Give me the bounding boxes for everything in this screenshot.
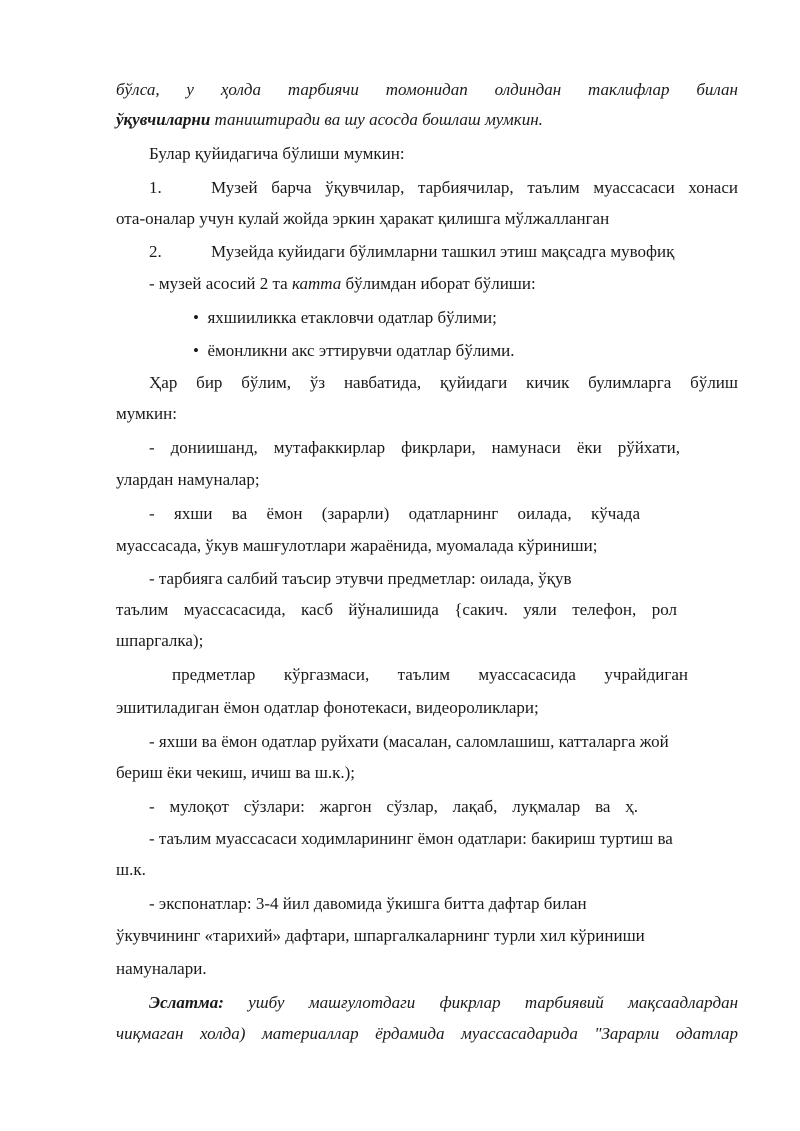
paragraph-line: бўлса, у ҳолда тарбиячи томонидап олдиндан таклифлар билан [116,80,738,99]
italic-word: катта [291,274,342,293]
paragraph-line: Ҳар бир бўлим, ўз навбатида, қуйидаги кичик булимларга бўлиш [149,373,738,392]
dash-item-line: муассасада, ўкув машғулотлари жараёнида, муомалада кўриниши; [116,536,598,555]
paragraph-line: мумкин: [116,404,177,423]
dash-item-line: - тарбияга салбий таъсир этувчи предметлар: оилада, ўқув [149,569,572,588]
dash-item-line: шпаргалка); [116,631,204,650]
bold-word: ўқувчиларни [116,110,211,129]
list-item-line: ота-оналар учун кулай жойда эркин ҳаракат қилишга мўлжалланган [116,209,610,228]
dash-item-line: - яхши ва ёмон (зарарли) одатларнинг оилада, кўчада [149,504,640,523]
list-item-line: Музейда куйидаги бўлимларни ташкил этиш мақсадга мувофиқ [211,242,675,261]
dash-item-line: - таълим муассасаси ходимларининг ёмон одатлари: бакириш туртиш ва [149,829,673,848]
sub-line: - музей асосий 2 та катта бўлимдан иборат бўлиши: [149,274,536,293]
dash-item-line: эшитиладиган ёмон одатлар фонотекаси, видеороликлари; [116,698,539,717]
dash-item-line: - экспонатлар: 3-4 йил давомида ўкишга битта дафтар билан [149,894,587,913]
dash-item-line: предметлар кўргазмаси, таълим муассасасида учрайдиган [172,665,688,684]
dash-item-line: - яхши ва ёмон одатлар руйхати (масалан, саломлашиш, катталарга жой [149,732,669,751]
note-line: Эслатма: ушбу машғулотдаги фикрлар тарбиявий мақсаадлардан [149,993,738,1012]
bullet-icon: • [193,341,208,360]
bullet-item: • ёмонликни акс эттирувчи одатлар бўлими. [193,341,515,360]
list-item-line: Музей барча ўқувчилар, тарбиячилар, таълим муассасаси хонаси [211,178,738,197]
list-number: 1. [149,178,162,197]
dash-item-line: - мулоқот сўзлари: жаргон сўзлар, лақаб, луқмалар ва ҳ. [149,797,638,816]
dash-item-line: бериш ёки чекиш, ичиш ва ш.к.); [116,763,356,782]
dash-item-line: ш.к. [116,860,146,879]
paragraph-line: ўқувчиларни таништиради ва шу асосда бошлаш мумкин. [116,110,543,129]
dash-item-line: ўкувчининг «тарихий» дафтари, шпаргалкаларнинг турли хил кўриниши [116,926,645,945]
intro-line: Булар қуйидагича бўлиши мумкин: [149,144,405,163]
dash-item-line: - дониишанд, мутафаккирлар фикрлари, намунаси ёки рўйхати, [149,438,680,457]
dash-item-line: улардан намуналар; [116,470,260,489]
dash-item-line: таълим муассасасида, касб йўналишида {сакич. уяли телефон, рол [116,600,677,619]
dash-item-line: намуналари. [116,959,207,978]
note-label: Эслатма: [149,993,224,1012]
list-number: 2. [149,242,162,261]
bullet-item: • яхшииликка етакловчи одатлар бўлими; [193,308,497,327]
bullet-icon: • [193,308,208,327]
note-line: чиқмаган холда) материаллар ёрдамида муассасадарида "Зарарли одатлар [116,1024,738,1043]
